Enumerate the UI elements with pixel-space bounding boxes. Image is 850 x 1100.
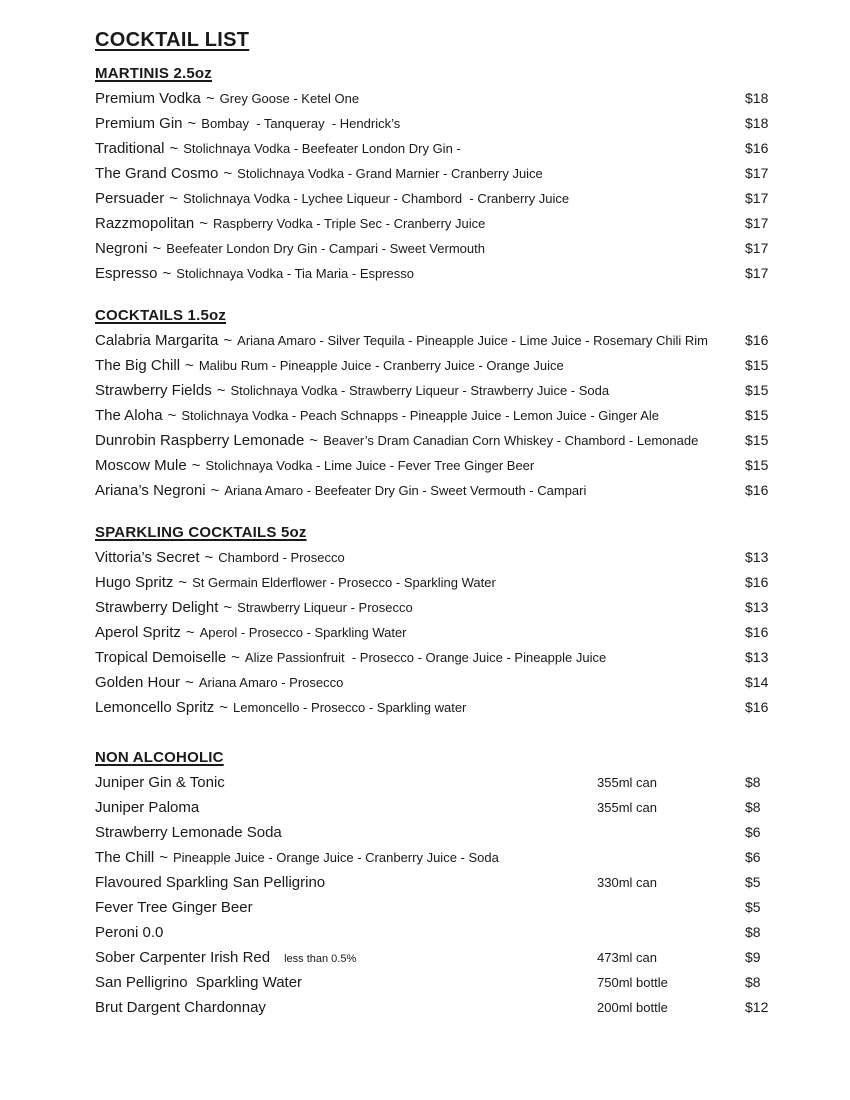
menu-item-row	[95, 945, 810, 970]
item-ingredients: Pineapple Juice - Orange Juice - Cranberry Juice - Soda	[172, 850, 499, 865]
item-ingredients: Stolichnaya Vodka - Peach Schnapps - Pineapple Juice - Lemon Juice - Ginger Ale	[181, 408, 659, 423]
item-main	[95, 774, 225, 791]
menu-item-row	[95, 328, 810, 353]
item-separator: ~	[219, 699, 228, 716]
menu-item-row	[95, 970, 810, 995]
item-main	[95, 382, 609, 399]
menu-item-row	[95, 770, 810, 795]
item-ingredients: Ariana Amaro - Beefeater Dry Gin - Sweet Vermouth - Campari	[224, 483, 587, 498]
item-ingredients: Lemoncello - Prosecco - Sparkling water	[233, 700, 467, 715]
item-separator: ~	[159, 849, 168, 866]
item-main	[95, 140, 461, 157]
section-items	[95, 545, 810, 720]
item-name: Moscow Mule	[95, 457, 187, 474]
item-separator: ~	[223, 165, 233, 182]
item-main	[95, 240, 485, 257]
item-price: $6	[745, 849, 761, 865]
menu-item-row	[95, 870, 810, 895]
item-name: Negroni	[95, 240, 148, 257]
menu-item-row	[95, 261, 810, 286]
menu-item-row	[95, 236, 810, 261]
item-price: $15	[745, 457, 769, 473]
section-heading: NON ALCOHOLIC	[95, 749, 224, 766]
item-price: $15	[745, 407, 769, 423]
item-name: Hugo Spritz	[95, 574, 174, 591]
item-separator: ~	[185, 674, 194, 691]
menu-item-row	[95, 920, 810, 945]
item-separator: ~	[185, 357, 194, 374]
item-separator: ~	[162, 265, 172, 282]
item-size: 473ml can	[597, 950, 657, 965]
item-main	[95, 799, 199, 816]
item-price: $15	[745, 432, 769, 448]
menu-item-row	[95, 111, 810, 136]
item-price: $16	[745, 332, 769, 348]
menu-item-row	[95, 845, 810, 870]
menu-section	[95, 61, 810, 286]
item-main	[95, 824, 282, 841]
item-name: Traditional	[95, 140, 165, 157]
menu-item-row	[95, 161, 810, 186]
menu-item-row	[95, 695, 810, 720]
item-price: $17	[745, 215, 769, 231]
item-price: $17	[745, 165, 769, 181]
item-name: Strawberry Lemonade Soda	[95, 824, 282, 841]
section-heading: COCKTAILS 1.5oz	[95, 307, 227, 324]
item-ingredients: Stolichnaya Vodka - Lychee Liqueur - Chambord - Cranberry Juice	[182, 191, 570, 206]
menu-section	[95, 303, 810, 503]
item-main	[95, 190, 569, 207]
item-price: $15	[745, 382, 769, 398]
item-ingredients: Ariana Amaro - Silver Tequila - Pineapple Juice - Lime Juice - Rosemary Chili Rim	[237, 333, 708, 348]
menu-item-row	[95, 86, 810, 111]
item-separator: ~	[191, 457, 201, 474]
item-main	[95, 90, 359, 107]
item-price: $17	[745, 240, 769, 256]
item-note: less than 0.5%	[284, 953, 357, 965]
item-name: Lemoncello Spritz	[95, 699, 215, 716]
item-name: Persuader	[95, 190, 165, 207]
item-main	[95, 482, 586, 499]
item-price: $16	[745, 482, 769, 498]
item-main	[95, 407, 659, 424]
item-separator: ~	[178, 574, 188, 591]
item-ingredients: Raspberry Vodka - Triple Sec - Cranberry Juice	[212, 216, 486, 231]
item-price: $8	[745, 924, 761, 940]
item-separator: ~	[223, 332, 233, 349]
item-main	[95, 874, 325, 891]
item-price: $16	[745, 140, 769, 156]
item-separator: ~	[309, 432, 319, 449]
menu-item-row	[95, 620, 810, 645]
item-separator: ~	[210, 482, 220, 499]
item-size: 330ml can	[597, 875, 657, 890]
item-name: The Aloha	[95, 407, 163, 424]
item-name: Fever Tree Ginger Beer	[95, 899, 253, 916]
menu-section	[95, 520, 810, 720]
item-size: 750ml bottle	[597, 975, 668, 990]
item-price: $17	[745, 265, 769, 281]
menu-section	[95, 745, 810, 1020]
item-main	[95, 457, 534, 474]
item-ingredients: Stolichnaya Vodka - Lime Juice - Fever Tree Ginger Beer	[205, 458, 535, 473]
item-price: $8	[745, 974, 761, 990]
item-ingredients: Stolichnaya Vodka - Grand Marnier - Cranberry Juice	[237, 166, 543, 181]
item-ingredients: Stolichnaya Vodka - Beefeater London Dry Gin -	[183, 141, 461, 156]
menu-item-row	[95, 428, 810, 453]
item-price: $12	[745, 999, 769, 1015]
item-price: $6	[745, 824, 761, 840]
section-items	[95, 86, 810, 286]
item-name: Juniper Paloma	[95, 799, 200, 816]
menu-item-row	[95, 670, 810, 695]
item-ingredients: Malibu Rum - Pineapple Juice - Cranberry Juice - Orange Juice	[198, 358, 564, 373]
item-main	[95, 899, 253, 916]
item-ingredients: Stolichnaya Vodka - Strawberry Liqueur - Strawberry Juice - Soda	[230, 383, 610, 398]
item-ingredients: Ariana Amaro - Prosecco	[198, 675, 344, 690]
item-name: San Pelligrino Sparkling Water	[95, 974, 303, 991]
item-ingredients: Strawberry Liqueur - Prosecco	[237, 600, 413, 615]
item-name: Flavoured Sparkling San Pelligrino	[95, 874, 326, 891]
section-items	[95, 770, 810, 1020]
item-main	[95, 949, 356, 966]
item-name: The Grand Cosmo	[95, 165, 219, 182]
item-main	[95, 999, 266, 1016]
item-name: Sober Carpenter Irish Red	[95, 949, 271, 966]
item-ingredients: Stolichnaya Vodka - Tia Maria - Espresso	[176, 266, 415, 281]
item-main	[95, 849, 499, 866]
item-main	[95, 649, 606, 666]
item-price: $13	[745, 549, 769, 565]
item-separator: ~	[199, 215, 208, 232]
menu-item-row	[95, 895, 810, 920]
item-name: Razzmopolitan	[95, 215, 195, 232]
menu-item-row	[95, 453, 810, 478]
section-heading: SPARKLING COCKTAILS 5oz	[95, 524, 307, 541]
item-main	[95, 674, 343, 691]
item-separator: ~	[216, 382, 226, 399]
item-price: $8	[745, 774, 761, 790]
item-main	[95, 574, 496, 591]
item-ingredients: St Germain Elderflower - Prosecco - Sparkling Water	[192, 575, 496, 590]
item-price: $9	[745, 949, 761, 965]
item-ingredients: Beaver’s Dram Canadian Corn Whiskey - Chambord - Lemonade	[323, 433, 699, 448]
section-heading: MARTINIS 2.5oz	[95, 65, 212, 82]
item-price: $8	[745, 799, 761, 815]
item-separator: ~	[205, 90, 215, 107]
item-name: The Big Chill	[95, 357, 181, 374]
item-separator: ~	[152, 240, 162, 257]
item-name: Aperol Spritz	[95, 624, 181, 641]
item-main	[95, 332, 708, 349]
item-main	[95, 599, 413, 616]
item-main	[95, 432, 698, 449]
item-name: Dunrobin Raspberry Lemonade	[95, 432, 305, 449]
item-price: $14	[745, 674, 769, 690]
item-separator: ~	[204, 549, 214, 566]
menu-item-row	[95, 795, 810, 820]
menu-item-row	[95, 136, 810, 161]
item-name: Ariana’s Negroni	[95, 482, 206, 499]
item-name: Peroni 0.0	[95, 924, 164, 941]
item-name: Vittoria’s Secret	[95, 549, 200, 566]
item-main	[95, 357, 564, 374]
item-main	[95, 215, 485, 232]
item-size: 200ml bottle	[597, 1000, 668, 1015]
item-name: Tropical Demoiselle	[95, 649, 227, 666]
menu-item-row	[95, 820, 810, 845]
item-separator: ~	[185, 624, 195, 641]
menu-item-row	[95, 186, 810, 211]
item-price: $13	[745, 649, 769, 665]
item-price: $18	[745, 115, 769, 131]
item-name: Premium Vodka	[95, 90, 201, 107]
item-name: Juniper Gin & Tonic	[95, 774, 225, 791]
item-name: Strawberry Fields	[95, 382, 212, 399]
item-main	[95, 549, 345, 566]
item-separator: ~	[231, 649, 240, 666]
page-title: COCKTAIL LIST	[95, 29, 250, 51]
section-items	[95, 328, 810, 503]
item-main	[95, 624, 407, 641]
menu-item-row	[95, 595, 810, 620]
item-price: $16	[745, 624, 769, 640]
item-size: 355ml can	[597, 775, 657, 790]
item-separator: ~	[223, 599, 233, 616]
menu-item-row	[95, 995, 810, 1020]
item-price: $16	[745, 699, 769, 715]
menu-item-row	[95, 353, 810, 378]
item-name: Premium Gin	[95, 115, 183, 132]
menu-item-row	[95, 570, 810, 595]
item-ingredients: Chambord - Prosecco	[218, 550, 345, 565]
item-separator: ~	[187, 115, 197, 132]
item-price: $18	[745, 90, 769, 106]
item-main	[95, 699, 466, 716]
item-main	[95, 115, 400, 132]
item-price: $5	[745, 899, 761, 915]
item-price: $13	[745, 599, 769, 615]
item-ingredients: Aperol - Prosecco - Sparkling Water	[199, 625, 407, 640]
item-ingredients: Alize Passionfruit - Prosecco - Orange Juice - Pineapple Juice	[244, 650, 607, 665]
item-name: Brut Dargent Chardonnay	[95, 999, 266, 1016]
item-main	[95, 924, 163, 941]
item-main	[95, 165, 543, 182]
menu-item-row	[95, 211, 810, 236]
item-name: Espresso	[95, 265, 158, 282]
item-name: Calabria Margarita	[95, 332, 219, 349]
item-separator: ~	[167, 407, 177, 424]
item-price: $15	[745, 357, 769, 373]
item-separator: ~	[169, 140, 179, 157]
item-ingredients: Grey Goose - Ketel One	[219, 91, 360, 106]
item-name: Strawberry Delight	[95, 599, 219, 616]
item-size: 355ml can	[597, 800, 657, 815]
menu-sections	[95, 61, 810, 1020]
item-ingredients: Beefeater London Dry Gin - Campari - Sweet Vermouth	[166, 241, 485, 256]
menu-item-row	[95, 478, 810, 503]
item-separator: ~	[169, 190, 178, 207]
item-name: Golden Hour	[95, 674, 181, 691]
menu-item-row	[95, 378, 810, 403]
item-name: The Chill	[95, 849, 155, 866]
item-main	[95, 265, 414, 282]
item-main	[95, 974, 302, 991]
item-ingredients: Bombay - Tanqueray - Hendrick’s	[201, 116, 401, 131]
menu-item-row	[95, 545, 810, 570]
item-price: $17	[745, 190, 769, 206]
item-price: $16	[745, 574, 769, 590]
menu-item-row	[95, 645, 810, 670]
item-price: $5	[745, 874, 761, 890]
menu-item-row	[95, 403, 810, 428]
